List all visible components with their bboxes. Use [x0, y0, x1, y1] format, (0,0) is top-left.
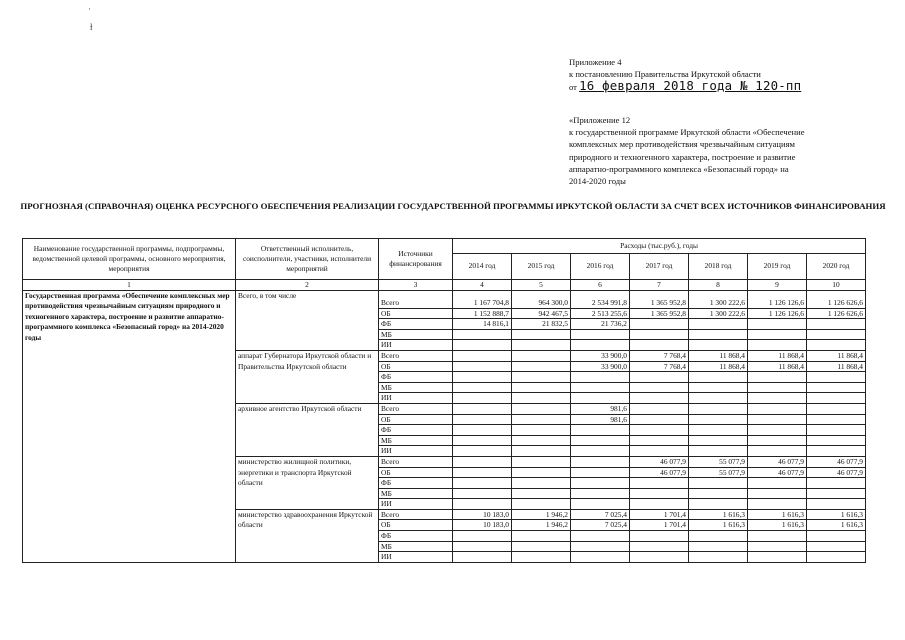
- value-cell: [748, 403, 807, 414]
- value-cell: [807, 499, 866, 510]
- value-cell: 7 768,4: [630, 350, 689, 361]
- value-cell: 1 300 222,6: [689, 290, 748, 308]
- value-cell: [748, 499, 807, 510]
- value-cell: [571, 340, 630, 351]
- value-cell: [748, 552, 807, 563]
- value-cell: [512, 403, 571, 414]
- value-cell: [689, 478, 748, 489]
- source-cell: МБ: [379, 541, 453, 552]
- column-number: 1: [23, 280, 236, 291]
- value-cell: [453, 541, 512, 552]
- value-cell: 46 077,9: [748, 467, 807, 478]
- value-cell: [689, 499, 748, 510]
- value-cell: [689, 435, 748, 446]
- value-cell: 1 365 952,8: [630, 290, 689, 308]
- value-cell: 1 167 704,8: [453, 290, 512, 308]
- value-cell: [630, 488, 689, 499]
- value-cell: [512, 382, 571, 393]
- value-cell: 1 616,3: [748, 520, 807, 531]
- value-cell: 1 616,3: [689, 520, 748, 531]
- source-cell: Всего: [379, 403, 453, 414]
- value-cell: [453, 467, 512, 478]
- value-cell: [748, 488, 807, 499]
- value-cell: 964 300,0: [512, 290, 571, 308]
- value-cell: 1 701,4: [630, 509, 689, 520]
- value-cell: [453, 456, 512, 467]
- executor-cell: архивное агентство Иркутской области: [236, 403, 379, 456]
- source-cell: МБ: [379, 382, 453, 393]
- source-cell: ОБ: [379, 308, 453, 319]
- header-year: 2019 год: [748, 253, 807, 279]
- value-cell: [748, 425, 807, 436]
- page-mark-top: ·: [88, 4, 91, 14]
- value-cell: [689, 319, 748, 330]
- source-cell: Всего: [379, 456, 453, 467]
- value-cell: [512, 552, 571, 563]
- value-cell: 7 025,4: [571, 520, 630, 531]
- value-cell: [571, 446, 630, 457]
- value-cell: [630, 382, 689, 393]
- value-cell: [512, 435, 571, 446]
- program-name-cell: Государственная программа «Обеспечение комплексных мер противодействия чрезвычайным ситуациям природного и техногенного характера, построение и развитие аппаратно-программного комплекса «Безопасный город» на 2014-2020 годы: [23, 290, 236, 562]
- value-cell: 11 868,4: [748, 350, 807, 361]
- header-executor: Ответственный исполнитель, соисполнители, участники, исполнители мероприятий: [236, 239, 379, 280]
- value-cell: 7 768,4: [630, 361, 689, 372]
- value-cell: [453, 552, 512, 563]
- document-title: ПРОГНОЗНАЯ (СПРАВОЧНАЯ) ОЦЕНКА РЕСУРСНОГО ОБЕСПЕЧЕНИЯ РЕАЛИЗАЦИИ ГОСУДАРСТВЕННОЙ ПРОГРАММЫ ИРКУТСКОЙ ОБЛАСТИ ЗА СЧЕТ ВСЕХ ИСТОЧНИКОВ ФИНАНСИРОВАНИЯ: [20, 201, 886, 211]
- value-cell: [512, 478, 571, 489]
- value-cell: [512, 350, 571, 361]
- value-cell: [571, 552, 630, 563]
- value-cell: [453, 435, 512, 446]
- column-number: 3: [379, 280, 453, 291]
- value-cell: 46 077,9: [807, 456, 866, 467]
- value-cell: [512, 541, 571, 552]
- value-cell: [630, 372, 689, 383]
- value-cell: [453, 393, 512, 404]
- value-cell: [630, 435, 689, 446]
- executor-cell: аппарат Губернатора Иркутской области и Правительства Иркутской области: [236, 350, 379, 403]
- value-cell: 7 025,4: [571, 509, 630, 520]
- value-cell: [630, 446, 689, 457]
- value-cell: [512, 499, 571, 510]
- value-cell: 21 736,2: [571, 319, 630, 330]
- source-cell: Всего: [379, 509, 453, 520]
- value-cell: [748, 340, 807, 351]
- executor-cell: министерство здравоохранения Иркутской области: [236, 509, 379, 562]
- source-cell: ФБ: [379, 319, 453, 330]
- header-year: 2020 год: [807, 253, 866, 279]
- value-cell: [807, 372, 866, 383]
- value-cell: [571, 382, 630, 393]
- source-cell: ИИ: [379, 446, 453, 457]
- source-cell: ОБ: [379, 520, 453, 531]
- value-cell: 1 616,3: [748, 509, 807, 520]
- value-cell: 1 300 222,6: [689, 308, 748, 319]
- column-number-row: [23, 280, 866, 291]
- column-number: 6: [571, 280, 630, 291]
- page-mark-lower: ɫ: [90, 22, 93, 32]
- value-cell: [571, 456, 630, 467]
- source-cell: ФБ: [379, 531, 453, 542]
- value-cell: [512, 372, 571, 383]
- value-cell: [689, 425, 748, 436]
- value-cell: [748, 414, 807, 425]
- value-cell: [512, 340, 571, 351]
- source-cell: МБ: [379, 488, 453, 499]
- appendix-line: 2014-2020 годы: [569, 176, 626, 187]
- value-cell: 46 077,9: [630, 456, 689, 467]
- value-cell: [512, 393, 571, 404]
- header-year: 2017 год: [630, 253, 689, 279]
- value-cell: 981,6: [571, 403, 630, 414]
- value-cell: [807, 382, 866, 393]
- value-cell: 942 467,5: [512, 308, 571, 319]
- value-cell: 1 616,3: [689, 509, 748, 520]
- source-cell: ФБ: [379, 372, 453, 383]
- attachment-block: [569, 56, 869, 93]
- value-cell: [571, 467, 630, 478]
- value-cell: 2 513 255,6: [571, 308, 630, 319]
- value-cell: [453, 499, 512, 510]
- value-cell: [689, 531, 748, 542]
- value-cell: [453, 403, 512, 414]
- header-year: 2015 год: [512, 253, 571, 279]
- value-cell: [453, 531, 512, 542]
- executor-cell: Всего, в том числе: [236, 290, 379, 350]
- value-cell: [512, 488, 571, 499]
- column-number: 10: [807, 280, 866, 291]
- executor-cell: министерство жилищной политики, энергетики и транспорта Иркутской области: [236, 456, 379, 509]
- attachment-date-prefix: от: [569, 82, 577, 92]
- value-cell: 46 077,9: [630, 467, 689, 478]
- value-cell: [689, 541, 748, 552]
- value-cell: [630, 541, 689, 552]
- value-cell: 10 183,0: [453, 520, 512, 531]
- value-cell: [630, 499, 689, 510]
- value-cell: [512, 414, 571, 425]
- value-cell: 33 900,0: [571, 350, 630, 361]
- value-cell: [748, 446, 807, 457]
- value-cell: 1 126 626,6: [807, 308, 866, 319]
- attachment-title: Приложение 4: [569, 57, 622, 67]
- value-cell: 55 077,9: [689, 456, 748, 467]
- value-cell: [807, 541, 866, 552]
- value-cell: [630, 329, 689, 340]
- value-cell: 1 152 888,7: [453, 308, 512, 319]
- value-cell: 1 365 952,8: [630, 308, 689, 319]
- column-number: 4: [453, 280, 512, 291]
- source-cell: ОБ: [379, 414, 453, 425]
- value-cell: [512, 531, 571, 542]
- value-cell: 33 900,0: [571, 361, 630, 372]
- appendix-line: природного и техногенного характера, построение и развитие: [569, 151, 796, 162]
- value-cell: [807, 478, 866, 489]
- value-cell: 11 868,4: [807, 361, 866, 372]
- value-cell: [630, 393, 689, 404]
- value-cell: [748, 382, 807, 393]
- attachment-date-line: [569, 80, 869, 93]
- column-number: 8: [689, 280, 748, 291]
- value-cell: 1 946,2: [512, 509, 571, 520]
- value-cell: [512, 467, 571, 478]
- value-cell: [571, 478, 630, 489]
- value-cell: [807, 531, 866, 542]
- value-cell: 46 077,9: [748, 456, 807, 467]
- value-cell: 11 868,4: [689, 350, 748, 361]
- appendix-block: [569, 114, 869, 187]
- value-cell: [571, 531, 630, 542]
- value-cell: 1 126 126,6: [748, 308, 807, 319]
- value-cell: 46 077,9: [807, 467, 866, 478]
- value-cell: [571, 372, 630, 383]
- value-cell: [630, 414, 689, 425]
- source-cell: ФБ: [379, 478, 453, 489]
- value-cell: [807, 414, 866, 425]
- value-cell: [748, 329, 807, 340]
- value-cell: [453, 446, 512, 457]
- value-cell: [453, 478, 512, 489]
- funding-table: [22, 238, 866, 563]
- value-cell: [689, 329, 748, 340]
- value-cell: [453, 382, 512, 393]
- value-cell: [689, 552, 748, 563]
- value-cell: [748, 393, 807, 404]
- value-cell: 1 126 126,6: [748, 290, 807, 308]
- value-cell: [807, 446, 866, 457]
- value-cell: [689, 372, 748, 383]
- value-cell: [571, 329, 630, 340]
- value-cell: 1 701,4: [630, 520, 689, 531]
- source-cell: Всего: [379, 290, 453, 308]
- value-cell: [807, 319, 866, 330]
- header-source: Источники финансирования: [379, 239, 453, 280]
- value-cell: [807, 403, 866, 414]
- value-cell: [689, 488, 748, 499]
- value-cell: 2 534 991,8: [571, 290, 630, 308]
- header-row: [23, 239, 866, 254]
- value-cell: [807, 488, 866, 499]
- source-cell: ОБ: [379, 361, 453, 372]
- value-cell: 1 616,3: [807, 520, 866, 531]
- value-cell: [630, 319, 689, 330]
- value-cell: [512, 446, 571, 457]
- appendix-line: аппаратно-программного комплекса «Безопасный город» на: [569, 163, 789, 174]
- value-cell: [453, 361, 512, 372]
- source-cell: ИИ: [379, 499, 453, 510]
- value-cell: [512, 361, 571, 372]
- value-cell: [453, 340, 512, 351]
- column-number: 9: [748, 280, 807, 291]
- value-cell: [689, 403, 748, 414]
- value-cell: 1 126 626,6: [807, 290, 866, 308]
- table-row: [23, 290, 866, 308]
- value-cell: [689, 382, 748, 393]
- value-cell: [689, 393, 748, 404]
- attachment-handwritten-date: 16 февраля 2018 года № 120-пп: [579, 78, 802, 93]
- value-cell: [453, 488, 512, 499]
- value-cell: 11 868,4: [689, 361, 748, 372]
- source-cell: ИИ: [379, 552, 453, 563]
- value-cell: 14 816,1: [453, 319, 512, 330]
- source-cell: МБ: [379, 435, 453, 446]
- source-cell: Всего: [379, 350, 453, 361]
- value-cell: [807, 552, 866, 563]
- value-cell: 55 077,9: [689, 467, 748, 478]
- appendix-line: комплексных мер противодействия чрезвычайным ситуациям: [569, 139, 796, 150]
- header-year: 2018 год: [689, 253, 748, 279]
- column-number: 2: [236, 280, 379, 291]
- header-year: 2014 год: [453, 253, 512, 279]
- source-cell: МБ: [379, 329, 453, 340]
- value-cell: 21 832,5: [512, 319, 571, 330]
- header-expenses: Расходы (тыс.руб.), годы: [453, 239, 866, 254]
- value-cell: [512, 425, 571, 436]
- source-cell: ФБ: [379, 425, 453, 436]
- value-cell: [630, 425, 689, 436]
- value-cell: [807, 425, 866, 436]
- value-cell: [807, 340, 866, 351]
- value-cell: [689, 446, 748, 457]
- appendix-line: к государственной программе Иркутской области «Обеспечение: [569, 127, 805, 138]
- source-cell: ОБ: [379, 467, 453, 478]
- value-cell: [571, 425, 630, 436]
- value-cell: [689, 414, 748, 425]
- header-year: 2016 год: [571, 253, 630, 279]
- value-cell: [748, 435, 807, 446]
- value-cell: [630, 340, 689, 351]
- value-cell: [630, 531, 689, 542]
- value-cell: [453, 425, 512, 436]
- value-cell: [630, 478, 689, 489]
- value-cell: [453, 372, 512, 383]
- value-cell: [689, 340, 748, 351]
- value-cell: [571, 393, 630, 404]
- column-number: 7: [630, 280, 689, 291]
- value-cell: [571, 435, 630, 446]
- value-cell: [807, 393, 866, 404]
- appendix-line: «Приложение 12: [569, 115, 631, 125]
- value-cell: 10 183,0: [453, 509, 512, 520]
- value-cell: [571, 541, 630, 552]
- value-cell: [571, 488, 630, 499]
- value-cell: [748, 319, 807, 330]
- value-cell: [807, 435, 866, 446]
- value-cell: 11 868,4: [748, 361, 807, 372]
- value-cell: [748, 531, 807, 542]
- attachment-decree: к постановлению Правительства Иркутской области: [569, 69, 761, 79]
- value-cell: [748, 478, 807, 489]
- value-cell: 1 616,3: [807, 509, 866, 520]
- source-cell: ИИ: [379, 340, 453, 351]
- source-cell: ИИ: [379, 393, 453, 404]
- column-number: 5: [512, 280, 571, 291]
- value-cell: [512, 329, 571, 340]
- value-cell: [512, 456, 571, 467]
- header-program-name: Наименование государственной программы, подпрограммы, ведомственной целевой программы, основного мероприятия, мероприятия: [23, 239, 236, 280]
- value-cell: [630, 552, 689, 563]
- value-cell: 11 868,4: [807, 350, 866, 361]
- value-cell: 1 946,2: [512, 520, 571, 531]
- value-cell: [630, 403, 689, 414]
- value-cell: [571, 499, 630, 510]
- value-cell: [453, 414, 512, 425]
- value-cell: [453, 329, 512, 340]
- value-cell: [807, 329, 866, 340]
- value-cell: [748, 372, 807, 383]
- value-cell: 981,6: [571, 414, 630, 425]
- value-cell: [748, 541, 807, 552]
- value-cell: [453, 350, 512, 361]
